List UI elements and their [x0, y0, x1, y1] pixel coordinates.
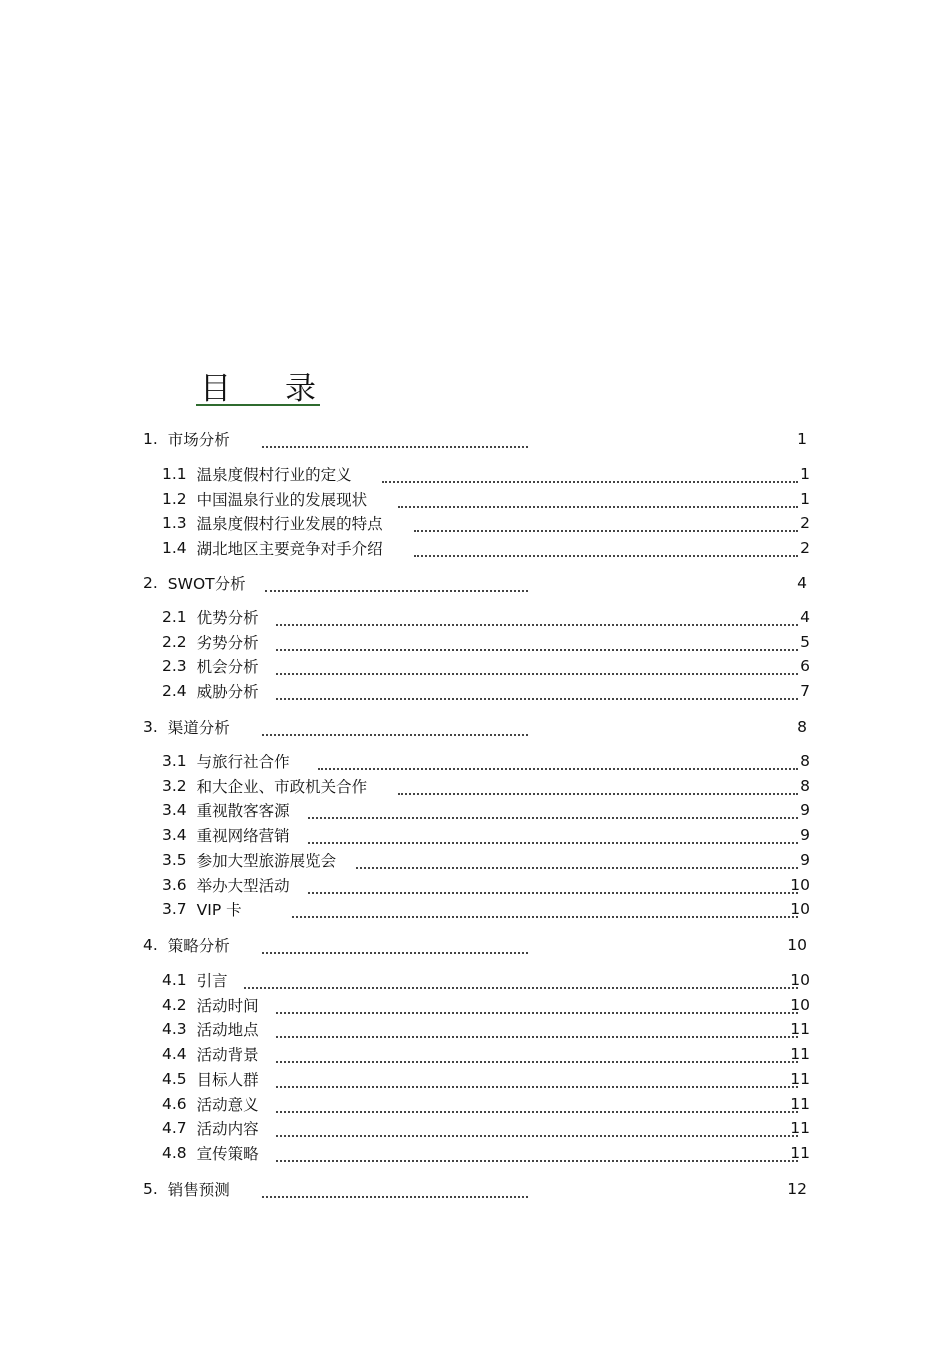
toc-leader-dots [308, 803, 798, 819]
toc-number: 2.1 [162, 608, 187, 626]
toc-page-number: 11 [790, 1094, 810, 1113]
toc-number: 4.3 [162, 1020, 187, 1039]
toc-page-number: 8 [800, 752, 810, 770]
toc-leader-dots [262, 720, 528, 736]
toc-label: 目标人群 [196, 1070, 259, 1089]
toc-page-number: 1 [800, 489, 810, 508]
toc-label: SWOT分析 [167, 575, 246, 593]
toc-item[interactable] [162, 1043, 810, 1065]
toc-page-number: 6 [800, 657, 810, 676]
toc-page-number: 9 [800, 801, 810, 820]
toc-section[interactable] [143, 934, 807, 956]
toc-page-number: 10 [790, 971, 810, 989]
toc-leader-dots [276, 684, 798, 700]
toc-leader-dots [276, 1097, 798, 1113]
toc-section[interactable] [143, 428, 807, 450]
toc-page-number: 4 [800, 608, 810, 626]
toc-number: 4.5 [162, 1069, 187, 1088]
toc-section[interactable] [143, 1178, 807, 1200]
toc-label: 与旅行社合作 [196, 753, 290, 771]
toc-leader-dots [276, 659, 798, 675]
toc-label: 活动意义 [196, 1095, 259, 1114]
toc-number: 1.2 [162, 489, 187, 508]
toc-leader-dots [276, 635, 798, 651]
toc-number: 1.3 [162, 514, 187, 533]
toc-item[interactable] [162, 1018, 810, 1040]
toc-label: 温泉度假村行业发展的特点 [196, 515, 383, 534]
toc-label: 优势分析 [196, 609, 259, 627]
toc-number: 4.2 [162, 995, 187, 1014]
toc-label: 市场分析 [167, 431, 230, 449]
toc-page-number: 11 [790, 1045, 810, 1064]
toc-number: 3.6 [162, 875, 187, 894]
toc-item[interactable] [162, 655, 810, 677]
toc-item[interactable] [162, 463, 810, 485]
toc-label: 销售预测 [167, 1181, 230, 1199]
title-char-right: 录 [285, 370, 316, 407]
toc-leader-dots [262, 1182, 528, 1198]
toc-item[interactable] [162, 824, 810, 846]
toc-number: 4. [143, 936, 158, 954]
toc-label: 劣势分析 [196, 633, 259, 652]
toc-leader-dots [265, 576, 528, 592]
toc-label: 举办大型活动 [196, 876, 290, 895]
toc-leader-dots [318, 754, 798, 770]
toc-number: 4.7 [162, 1119, 187, 1138]
toc-label: 温泉度假村行业的定义 [196, 466, 352, 484]
toc-leader-dots [414, 541, 798, 557]
toc-page-number: 10 [787, 936, 807, 954]
toc-page-number: 10 [790, 995, 810, 1014]
toc-number: 2.2 [162, 632, 187, 651]
toc-item[interactable] [162, 799, 810, 821]
toc-page-number: 12 [787, 1180, 807, 1198]
toc-page-number: 11 [790, 1143, 810, 1162]
toc-page-number: 1 [797, 430, 807, 448]
toc-number: 4.6 [162, 1094, 187, 1113]
toc-item[interactable] [162, 969, 810, 991]
toc-page-number: 10 [790, 875, 810, 894]
toc-label: 威胁分析 [196, 683, 259, 702]
toc-leader-dots [356, 853, 798, 869]
toc-item[interactable] [162, 537, 810, 559]
toc-leader-dots [308, 878, 798, 894]
toc-item[interactable] [162, 512, 810, 534]
toc-number: 3.4 [162, 826, 187, 845]
toc-number: 2. [143, 574, 158, 592]
toc-label: 中国温泉行业的发展现状 [196, 490, 368, 509]
toc-number: 1.4 [162, 539, 187, 558]
toc-number: 1. [143, 430, 158, 448]
toc-number: 3.2 [162, 776, 187, 795]
toc-leader-dots [308, 828, 798, 844]
toc-item[interactable] [162, 898, 810, 920]
toc-label: 活动背景 [196, 1046, 259, 1065]
toc-page-number: 7 [800, 682, 810, 701]
toc-page-number: 8 [800, 776, 810, 795]
toc-label: 重视散客客源 [196, 802, 290, 821]
toc-page-number: 11 [790, 1119, 810, 1138]
toc-leader-dots [262, 432, 528, 448]
toc-item[interactable] [162, 750, 810, 772]
toc-number: 3.1 [162, 752, 187, 770]
toc-leader-dots [276, 1047, 798, 1063]
toc-label: 和大企业、市政机关合作 [196, 777, 368, 796]
title-char-left: 目 [200, 370, 231, 407]
toc-label: 湖北地区主要竞争对手介绍 [196, 540, 383, 559]
toc-leader-dots [276, 1072, 798, 1088]
toc-page-number: 2 [800, 514, 810, 533]
toc-item[interactable] [162, 849, 810, 871]
toc-number: 3.5 [162, 850, 187, 869]
toc-item[interactable] [162, 680, 810, 702]
toc-leader-dots [276, 1146, 798, 1162]
toc-label: 活动内容 [196, 1120, 259, 1139]
toc-number: 2.3 [162, 657, 187, 676]
toc-page-number: 1 [800, 465, 810, 483]
toc-item[interactable] [162, 1068, 810, 1090]
toc-number: 3. [143, 718, 158, 736]
toc-leader-dots [382, 467, 798, 483]
toc-label: 重视网络营销 [196, 827, 290, 846]
toc-item[interactable] [162, 631, 810, 653]
toc-number: 4.1 [162, 971, 187, 989]
toc-item[interactable] [162, 994, 810, 1016]
toc-label: 活动时间 [196, 996, 259, 1015]
toc-leader-dots [276, 998, 798, 1014]
toc-leader-dots [262, 938, 528, 954]
toc-label: 策略分析 [167, 937, 230, 955]
toc-label: 参加大型旅游展览会 [196, 851, 337, 870]
toc-item[interactable] [162, 1093, 810, 1115]
toc-leader-dots [398, 492, 798, 508]
toc-section[interactable] [143, 572, 807, 594]
toc-page-number: 4 [797, 574, 807, 592]
toc-label: 宣传策略 [196, 1144, 259, 1163]
toc-item[interactable] [162, 1142, 810, 1164]
toc-page-number: 11 [790, 1069, 810, 1088]
toc-label: 机会分析 [196, 658, 259, 677]
toc-item[interactable] [162, 775, 810, 797]
toc-number: 4.8 [162, 1143, 187, 1162]
toc-label: VIP 卡 [196, 901, 242, 920]
toc-page-number: 9 [800, 850, 810, 869]
toc-page-number: 11 [790, 1020, 810, 1039]
toc-label: 引言 [196, 972, 228, 990]
toc-leader-dots [244, 973, 798, 989]
toc-number: 3.7 [162, 900, 187, 919]
toc-page-number: 2 [800, 539, 810, 558]
toc-item[interactable] [162, 1117, 810, 1139]
toc-page-number: 5 [800, 632, 810, 651]
toc-page-number: 10 [790, 900, 810, 919]
toc-leader-dots [414, 516, 798, 532]
toc-page-number: 9 [800, 826, 810, 845]
toc-number: 4.4 [162, 1045, 187, 1064]
toc-number: 5. [143, 1180, 158, 1198]
toc-leader-dots [276, 1022, 798, 1038]
toc-item[interactable] [162, 488, 810, 510]
toc-label: 渠道分析 [167, 719, 230, 737]
toc-number: 3.4 [162, 801, 187, 820]
toc-page-number: 8 [797, 718, 807, 736]
toc-item[interactable] [162, 874, 810, 896]
toc-leader-dots [276, 1121, 798, 1137]
toc-number: 2.4 [162, 682, 187, 701]
toc-leader-dots [292, 902, 798, 918]
toc-item[interactable] [162, 606, 810, 628]
toc-leader-dots [276, 610, 798, 626]
toc-leader-dots [398, 779, 798, 795]
toc-label: 活动地点 [196, 1021, 259, 1040]
toc-section[interactable] [143, 716, 807, 738]
toc-number: 1.1 [162, 465, 187, 483]
